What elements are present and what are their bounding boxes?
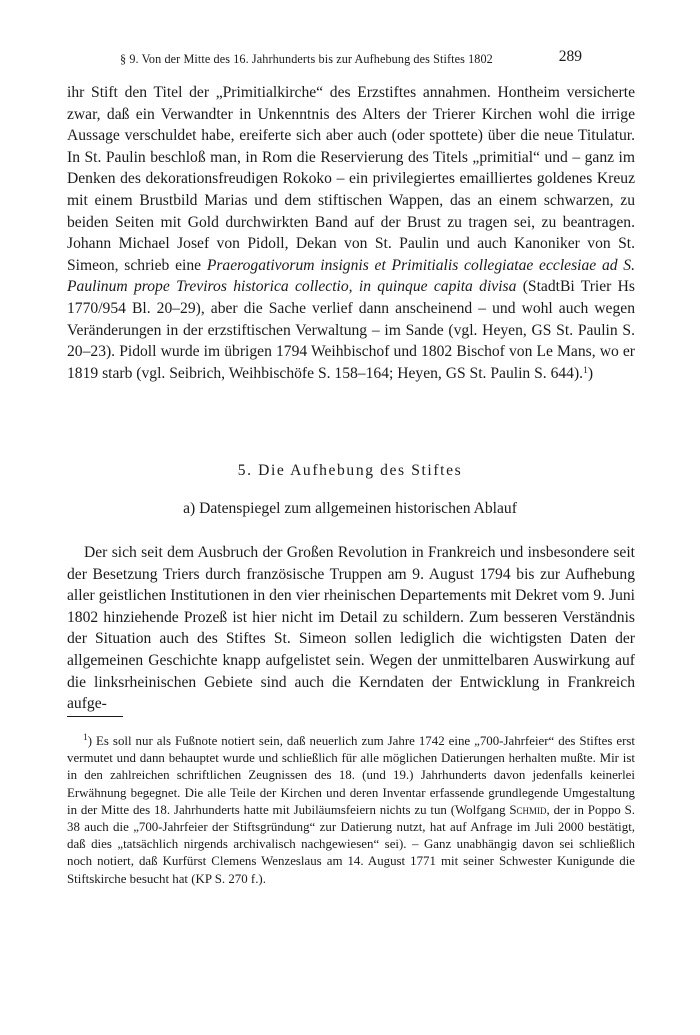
footnote-divider [67,716,123,717]
subsection-heading: a) Datenspiegel zum allgemeinen historischen Ablauf [183,500,517,517]
footnote-reference: 1 [583,365,588,376]
footnote-marker: 1 [83,733,88,743]
footnote-reference-bracket: ) [587,364,594,382]
italic-work-title: Praerogativorum insignis et Primitialis collegiatae ecclesiae ad S. Paulinum prope Treviros historica collectio, in quinque capita divisa [67,256,635,296]
footnote-text: , der in Poppo S. 38 auch die „700-Jahrfeier der Stiftsgründung“ zur Datierung nutzt, hat auf Anfrage im Juli 2000 bestätigt, daß dies „tatsächlich nirgends archivalisch nachgewiesen“ sei). – Ganz unabhängig davon sei schließlich noch notiert, daß Kurfürst Clemens Wenzeslaus am 14. August 1771 mit seiner Schwester Kunigunde die Stiftskirche besucht hat (KP S. 270 f.). [67,802,635,886]
running-head: § 9. Von der Mitte des 16. Jahrhunderts bis zur Aufhebung des Stiftes 1802 [120,52,493,66]
body-paragraph [67,82,635,384]
footnote-text: Es soll nur als Fußnote notiert sein, daß neuerlich zum Jahre 1742 eine „700-Jahrfeier“ des Stiftes erst vermutet und dann behauptet wurde und schließlich für alle möglichen Datierungen herhalten mußte. Mir ist in den zahlreichen schriftlichen Zeugnissen des 18. (und 19.) Jahrhunderts davon jedenfalls keinerlei Erwähnung begegnet. Die alle Teile der Kirchen und deren Inventar erfassende grundlegende Umgestaltung in der Mitte des 18. Jahrhunderts hatte mit Jubiläumsfeiern nichts zu tun (Wolfgang [67,734,635,817]
section-heading: 5. Die Aufhebung des Stiftes [237,462,463,479]
paragraph-text: ihr Stift den Titel der „Primitialkirche“ des Erzstiftes annahmen. Hontheim versicherte zwar, daß ein Verwandter in Unkenntnis des Alters der Trierer Kirchen wohl die irrige Aussage verschuldet habe, ereiferte sich aber auch (oder spottete) über die neue Titulatur. In St. Paulin beschloß man, in Rom die Reservierung des Titels „primitial“ und – ganz im Denken des dekorationsfreudigen Rokoko – ein privilegiertes emailliertes goldenes Kreuz mit einem Brustbild Marias und dem stiftischen Wappen, das an einem schwarzen, zu beiden Seiten mit Gold durchwirkten Band auf der Brust zu tragen sei, zu beantragen. Johann Michael Josef von Pidoll, Dekan von St. Paulin und auch Kanoniker von St. Simeon, schrieb eine [67,84,635,274]
footnote [67,733,635,888]
footnote-marker-bracket: ) [87,734,93,748]
author-name: Schmid [509,802,547,817]
body-paragraph: Der sich seit dem Ausbruch der Großen Revolution in Frankreich und insbesondere seit der Besetzung Triers durch französische Truppen am 9. August 1794 bis zur Aufhebung aller geistlichen Institutionen in den vier rheinischen Departements mit Dekret vom 9. Juni 1802 hinziehende Prozeß ist hier nicht im Detail zu schildern. Zum besseren Verständnis der Situation auch des Stiftes St. Simeon sollen lediglich die wichtigsten Daten der allgemeinen Geschichte knapp aufgelistet sein. Wegen der unmittelbaren Auswirkung auf die linksrheinischen Gebiete sind auch die Kerndaten der Entwicklung in Frankreich aufge- [67,544,635,713]
page-number: 289 [558,48,582,65]
paragraph-text: (StadtBi Trier Hs 1770/954 Bl. 20–29), aber die Sache verlief dann anscheinend – und wohl auch wegen Veränderungen in der erzstiftischen Verwaltung – im Sande (vgl. Heyen, GS St. Paulin S. 20–23). Pidoll wurde im übrigen 1794 Weihbischof und 1802 Bischof von Le Mans, wo er 1819 starb (vgl. Seibrich, Weihbischöfe S. 158–164; Heyen, GS St. Paulin S. 644). [67,278,635,382]
